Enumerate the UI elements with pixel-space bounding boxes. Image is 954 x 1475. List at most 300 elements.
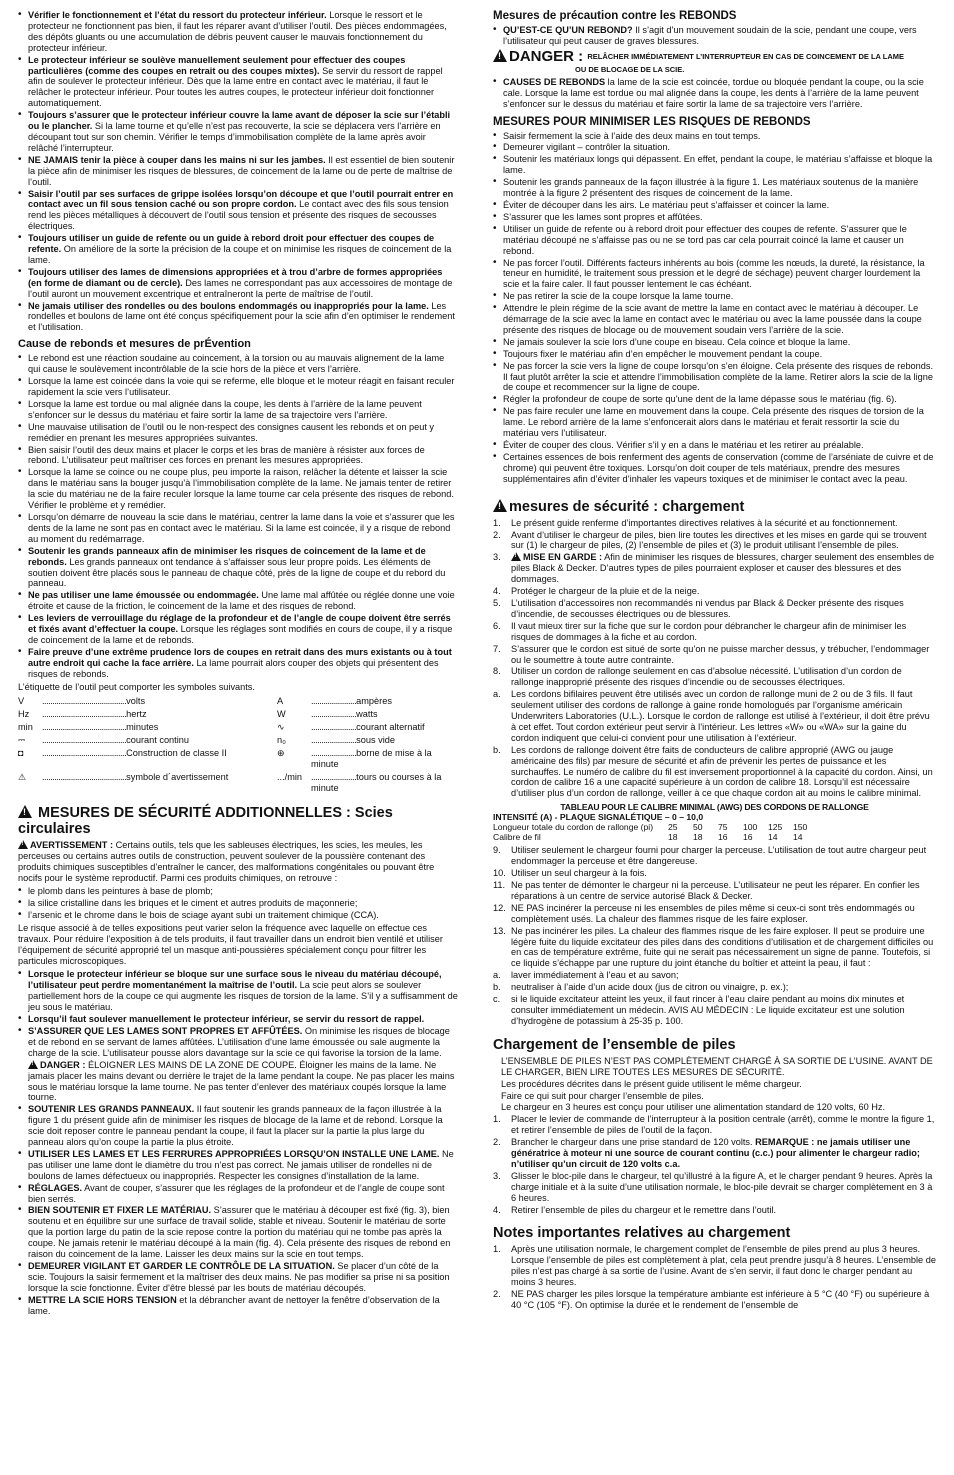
list-item (493, 200, 936, 211)
symbol-row (18, 734, 458, 747)
list-item (18, 1149, 458, 1182)
item-text: Protéger le chargeur de la pluie et de la neige. (511, 586, 700, 597)
symbol-right-desc (311, 708, 458, 721)
gauge-wire: 16 (718, 832, 728, 843)
item-text: Ne pas incinérer les piles. La chaleur des flammes risque de les faire exploser. Il peut se produire une légère fuite du liquide excitateur des piles dans des conditions d’utilisation et de chargement difficiles ou en cas de température extrême, fuite qui ne serait pas nécessairement un signe de panne. Toutefois, si ce liquide s’échappe par une rupture du joint étanche du boîtier et atteint la peau, il faut : (511, 925, 934, 969)
list-item-text: Saisir fermement la scie à l’aide des deux mains en tout temps. (503, 130, 761, 141)
list-item (18, 1205, 458, 1260)
symbol-right: W (277, 709, 286, 720)
battery-paragraph: L’ENSEMBLE DE PILES N’EST PAS COMPLÈTEMENT CHARGÉ À SA SORTIE DE L’USINE. AVANT DE LE CHARGER, BIEN LIRE TOUTES LES MESURES DE SÉCURITÉ. (501, 1055, 933, 1077)
gauge-length-cells (668, 822, 818, 832)
list-item (18, 1261, 458, 1294)
item-number: 3. (493, 1170, 501, 1181)
item-text: Glisser le bloc-pile dans le chargeur, tel qu’illustré à la figure A, et le charger pendant 9 heures. Après la charge initiale et à la suite d’une utilisation normale, le bloc-pile devrait se charger complètement en 3 à 6 heures. (511, 1170, 933, 1203)
list-item (18, 189, 458, 233)
item-number: 9. (493, 845, 501, 856)
warning-icon (18, 805, 32, 818)
gauge-length: 50 (693, 822, 703, 833)
item-text: Utiliser un seul chargeur à la fois. (511, 868, 647, 879)
list-item-text: et la débrancher avant de nettoyer la fenêtre d’observation de la lame. (28, 1294, 440, 1316)
list-item (18, 353, 458, 375)
list-item (18, 467, 458, 511)
item-text: NE PAS charger les piles lorsque la température ambiante est inférieure à 5 °C (40 °F) ou supérieure à 40 °C (105 °F). On optimise la durée et le rendement de l’ensemble de (511, 1289, 930, 1310)
list-item-text: Se servir du ressort de rappel afin de soulever le protecteur inférieur. Dès que la lame entre en contact avec le matériau, il faut le relâcher le protecteur inférieur. Pour toutes les autres coupes, le protecteur inférieur doit fonctionner automatiquement. (28, 65, 443, 109)
symbol-left-desc (42, 747, 277, 771)
list-item-text: Ne jamais soulever la scie lors d’une coupe en biseau. Cela coince et bloque la lame. (503, 336, 851, 347)
list-item-bold: Le protecteur inférieur se soulève manuellement seulement pour effectuer des coupes particulières (comme des coupes en retrait ou des coupes mixtes). (28, 54, 406, 76)
kickback-bullets (18, 353, 458, 679)
list-item (493, 142, 936, 153)
symbol-left-desc (42, 734, 277, 747)
list-item-text: On minimise les risques de blocage et de rebond en se servant de lames affûtées. L’utilisation d’une lame émoussée ou sale augmente la charge de la scie. L’utilisateur pousse alors davantage sur la scie ce qui favorise la torsion de la lame. (28, 1025, 450, 1058)
symbol-desc: borne de mise à la minute (311, 748, 432, 770)
list-item-text: Si la lame tourne et qu’elle n’est pas recouverte, la scie se déplacera vers l’arrière en découpant tout sur son chemin. Vérifier le temps d’immobilisation complète de la lame après avoir relâché l’interrupteur. (28, 121, 441, 153)
item-text: Il vaut mieux tirer sur la fiche que sur le cordon pour débrancher le chargeur afin de minimiser les risques de dommages à la fiche et au cordon. (511, 620, 907, 642)
symbol-left: ⎓ (18, 735, 26, 746)
list-item (18, 110, 458, 154)
item-number: 4. (493, 1204, 501, 1215)
charging-safety-heading: !mesures de sécurité : chargement (493, 499, 936, 515)
list-item-text: Ne pas retirer la scie de la coupe lorsque la lame tourne. (503, 291, 734, 302)
list-item-text: Éviter de couper des clous. Vérifier s’il y en a dans le matériau et les retirer au préalable. (503, 440, 864, 450)
symbol-right-desc (311, 695, 458, 708)
item-number: 2. (493, 529, 501, 540)
list-item (493, 1205, 936, 1216)
list-item (493, 586, 936, 597)
list-item-text: La scie peut alors se soulever partiellement hors de la coupe ce qui augmente les risques de torsion de la lame. S’il y a suffisamment de jeu sous le matériau. (28, 980, 458, 1013)
gauge-length: 100 (743, 822, 758, 833)
list-item-text: Utiliser un guide de refente ou à rebord droit pour effectuer des coupes de refente. S’assurer que le matériau découpé ne s’affaisse pas ou ne se tord pas car cela pourrait coincé la lame et causer un rebond. (503, 223, 907, 256)
list-item (493, 154, 936, 176)
list-item-text: La lame pourrait alors couper des objets qui présentent des risques de rebonds. (28, 657, 439, 679)
list-item-bold: UTILISER LES LAMES ET LES FERRURES APPROPRIÉES LORSQU’ON INSTALLE UNE LAME. (28, 1148, 440, 1159)
item-number: 7. (493, 643, 501, 654)
list-item-text: Se placer d’un côté de la scie. Toujours la saisir fermement et la maîtriser des deux mains. Ne pas modifier sa prise ni sa position lorsque la scie fonctionne. Éviter d’être blessé par les bouts de matériau découpés. (28, 1261, 450, 1293)
additional-bullets-b (18, 1104, 458, 1316)
list-item (493, 291, 936, 302)
list-item (18, 590, 458, 612)
symbol-left-desc (42, 695, 277, 708)
kickback-heading: Cause de rebonds et mesures de prÉvention (18, 338, 251, 351)
list-item (493, 224, 936, 257)
item-number: a. (493, 970, 501, 981)
list-item (493, 177, 936, 199)
list-item-text: Lorsque la lame est tordue ou mal alignée dans la coupe, les dents à l’arrière de la lame peuvent s’enfoncer sur le dessus du matériau et faire sortir la lame de sa trajectoire vers l’arrière. (28, 398, 422, 420)
list-item (18, 422, 458, 444)
list-item-text: Attendre le plein régime de la scie avant de mettre la lame en contact avec le matériau à découper. Le démarrage de la scie avec la lame en contact avec le matériau ou avec la lame poussée dans la coupe présente des risques de blocage ou de mouvement soudain vers l’arrière de la scie. (503, 303, 922, 335)
list-item (18, 546, 458, 590)
list-item (18, 267, 458, 300)
symbol-right: .../min (277, 772, 303, 783)
list-item-text: Il est essentiel de bien soutenir la pièce afin de minimiser les risques de blessures, de coincement de la lame ou de perte de maîtrise de l’outil. (28, 154, 455, 187)
symbols-table (18, 695, 458, 795)
gauge-length: 125 (768, 822, 783, 833)
list-item (18, 1104, 458, 1148)
gauge-wire: 18 (668, 832, 678, 843)
causes-list (493, 77, 936, 110)
list-item-text: Éviter de découper dans les airs. Le matériau peut s’affaisser et coincer la lame. (503, 199, 830, 210)
list-item-text: Certaines essences de bois renferment des agents de conservation (comme de l’arséniate de cuivre et de chrome) qui peuvent être toxiques. Lorsqu’on doit couper de tels matériaux, prendre des mesures supplémentaires afin d’éviter d’inhaler les vapeurs toxiques et de minimiser le contact avec la peau. (503, 451, 934, 484)
item-number: c. (493, 994, 501, 1005)
leader-dots: ......................................... (42, 772, 127, 783)
symbols-intro: L’étiquette de l’outil peut comporter les symboles suivants. (18, 681, 255, 692)
list-item-bold: DEMEURER VIGILANT ET GARDER LE CONTRÔLE DE LA SITUATION. (28, 1261, 335, 1271)
item-text: NE PAS incinérer la perceuse ni les ensembles de piles même si ceux-ci sont très endommagés ou complètement usés. La chaleur des flammes risque de les faire exploser. (511, 902, 915, 924)
gauge-wire: 14 (768, 832, 778, 843)
symbol-left: Hz (18, 709, 30, 720)
symbol-desc: symbole d´avertissement (126, 772, 229, 783)
list-item-text: l’arsenic et le chrome dans le bois de sciage ayant subi un traitement chimique (CCA). (28, 909, 379, 920)
symbol-right: ⊕ (277, 748, 285, 759)
list-item (493, 1171, 936, 1204)
symbol-right-desc (311, 747, 458, 771)
charging-safety-list-continued (493, 845, 936, 1027)
list-item-text: Lorsque la lame se coince ou ne coupe plus, peu importe la raison, relâcher la détente et laisser la scie dans le matériau sans la bouger jusqu’à l’immobilisation complète de la lame. Ne jamais tenter de retirer la scie du matériau ne de la faire reculer lorsque la lame tourne car cela présente des risques de rebond. Vérifier le problème et y remédier. (28, 467, 454, 511)
list-item-text: Les rondelles et boulons de lame ont été conçus spécifiquement pour la scie afin d’en optimiser le rendement et l’utilisation. (28, 300, 455, 333)
list-item-text: Le rebond est une réaction soudaine au coincement, à la torsion ou au mauvais alignement de la lame qui cause le soulèvement incontrôlable de la scie hors de la pièce et vers l’arrière. (28, 353, 445, 375)
item-text: Les cordons de rallonge doivent être faits de conducteurs de calibre approprié (AWG ou jauge américaine des fils) par mesure de sécurité et afin de prévenir les pertes de puissance et les surchauffes. Le numéro de calibre du fil est inversement proportionnel à la capacité du cordon. Ainsi, un cordon de calibre 16 a une capacité supérieure à un cordon de calibre 18. Lorsqu’il est nécessaire d’utiliser plus d’un cordon de rallonge, veiller à ce que chaque cordon ait au moins le calibre minimal. (511, 744, 933, 799)
item-bold: MISE EN GARDE : (523, 552, 603, 563)
leader-dots: ......................................... (42, 735, 127, 746)
symbol-right-desc (311, 721, 458, 734)
item-text: Afin de minimiser les risques de blessures, charger seulement des ensembles de piles Black & Decker. D’autres types de piles pourraient exploser et causer des blessures et des dommages. (511, 552, 935, 585)
gauge-length: 150 (793, 822, 808, 833)
list-item-bold: Saisir l’outil par ses surfaces de grippe isolées lorsqu’on découpe et que l’outil pourrait entrer en contact avec un fil sous tension caché ou son propre cordon. (28, 188, 454, 210)
item-text: S’assurer que le cordon est situé de sorte qu’on ne puisse marcher dessus, y trébucher, l’endommager ou le soumettre à toute autre contrainte. (511, 643, 930, 665)
list-item-text: Lorsque le ressort et le protecteur ne fonctionnent pas bien, il faut les réparer avant d’utiliser l’outil. Des pièces endommagées, des dépôts gluants ou une accumulation de débris peuvent causer le mauvais fonctionnement du protecteur inférieur. (28, 10, 447, 53)
symbol-left-desc (42, 708, 277, 721)
list-item (18, 399, 458, 421)
list-item (493, 598, 936, 620)
list-item (18, 969, 458, 1013)
item-number: 1. (493, 517, 501, 528)
list-item-text: Une mauvaise utilisation de l’outil ou le non-respect des consignes causent les rebonds et on peut y remédier en prenant les mesures appropriées suivantes. (28, 421, 435, 443)
list-item-text: Bien saisir l’outil des deux mains et placer le corps et les bras de manière à résister aux forces de rebond. L’utilisateur peut maîtriser ces forces en prenant les mesures appropriées. (28, 444, 425, 466)
item-number: 11. (493, 880, 506, 890)
symbol-desc: courant alternatif (356, 722, 425, 733)
symbol-desc: Construction de classe II (126, 748, 227, 759)
list-item (18, 886, 458, 897)
leader-dots: ...................... (311, 748, 357, 759)
list-item: • QU’EST-CE QU’UN REBOND? Il s’agit d’un mouvement soudain de la scie, pendant une coupe, vers l’utilisateur qui peut causer de graves blessures. (493, 25, 936, 47)
left-column (18, 10, 458, 1318)
item-text: Le présent guide renferme d’importantes directives relatives à la sécurité et au fonctionnement. (511, 517, 898, 528)
leader-dots: ......................................... (42, 709, 127, 720)
list-item-bold: Ne jamais utiliser des rondelles ou des boulons endommagés ou inappropriés pour la lame. (28, 300, 429, 311)
list-item (493, 982, 936, 993)
symbol-desc: courant continu (126, 735, 189, 746)
symbol-desc: ampères (356, 696, 392, 707)
battery-intro (493, 1056, 936, 1114)
symbol-desc: volts (126, 696, 146, 707)
list-item (493, 303, 936, 336)
list-item-text: Une lame mal affûtée ou réglée donne une voie étroite et cause de la friction, le coincement de la lame et des risques de rebond. (28, 590, 455, 612)
symbol-desc: minutes (126, 722, 159, 733)
item-number: 1. (493, 1114, 501, 1125)
symbol-left-desc (42, 721, 277, 734)
symbol-left: ⚠ (18, 772, 27, 783)
list-item-text: Demeurer vigilant – contrôler la situation. (503, 142, 670, 153)
list-item (493, 994, 936, 1027)
list-item (18, 301, 458, 334)
list-item (493, 689, 936, 744)
item-number: 2. (493, 1137, 501, 1148)
list-item (493, 745, 936, 800)
list-item (18, 647, 458, 680)
item-text: Avant d’utiliser le chargeur de piles, bien lire toutes les directives et les mises en garde qui se trouvent sur (1) le chargeur de piles, (2) l’ensemble de piles et (3) le produit utilisant l’ensemble de piles. (511, 529, 927, 551)
list-item (493, 258, 936, 291)
minimize-heading: MESURES POUR MINIMISER LES RISQUES DE REBONDS (493, 115, 811, 128)
danger-notice: !DANGER : RELÂCHER IMMÉDIATEMENT L’INTERRUPTEUR EN CAS DE COINCEMENT DE LA LAME (493, 49, 936, 65)
item-number: 8. (493, 666, 501, 677)
additional-bullets-a (18, 969, 458, 1058)
list-item (493, 131, 936, 142)
list-item-bold: RÉGLAGES. (28, 1182, 83, 1193)
leader-dots: ......................................... (42, 722, 127, 733)
gauge-wire: 16 (743, 832, 753, 843)
leader-dots: ...................... (311, 772, 357, 783)
list-item-text: Ne pas forcer l’outil. Différents facteurs inhérents au bois (comme les nœuds, la dureté, la résistance, la teneur en humidité, le traitement sous pression et le degré de séchage) peuvent charger lourdement la scie et la faire caler. Il faut pousser lentement le cas échéant. (503, 257, 925, 290)
item-text: Utiliser seulement le chargeur fourni pour charger la perceuse. L’utilisation de tout autre chargeur peut endommager la perceuse et être dangereuse. (511, 845, 927, 867)
list-item (493, 903, 936, 925)
list-item (493, 518, 936, 529)
gauge-wire-cells (668, 832, 818, 842)
list-item (493, 970, 936, 981)
item-number: b. (493, 744, 501, 755)
symbol-row (18, 708, 458, 721)
list-item (493, 926, 936, 970)
symbol-left-desc (42, 771, 277, 795)
symbol-row (18, 695, 458, 708)
list-item (18, 898, 458, 909)
list-item (493, 845, 936, 867)
item-number: 13. (493, 925, 506, 936)
leader-dots: ...................... (311, 735, 357, 746)
item-number: b. (493, 982, 501, 993)
list-item-bold: Lorsqu’il faut soulever manuellement le protecteur inférieur, se servir du ressort de rappel. (28, 1014, 425, 1025)
chemicals-list (18, 886, 458, 921)
list-item (18, 1014, 458, 1025)
charging-safety-list (493, 518, 936, 800)
item-text: neutraliser à l’aide d’un acide doux (jus de citron ou vinaigre, p. ex.); (511, 982, 789, 993)
list-item-bold: Toujours utiliser un guide de refente ou un guide à rebord droit pour effectuer des coupes de refente. (28, 233, 435, 255)
symbol-left: min (18, 722, 33, 733)
leader-dots: ...................... (311, 696, 357, 707)
item-text: Ne pas tenter de démonter le chargeur ni la perceuse. L’utilisateur ne peut les réparer. En confier les réparations à un centre de service autorisé Black & Decker. (511, 880, 920, 901)
list-item (493, 440, 936, 451)
item-text: si le liquide excitateur atteint les yeux, il faut rincer à l’eau claire pendant au moins dix minutes et consulter immédiatement un médecin. AVIS AU MÉDECIN : Le liquide excitateur est une solution d’hydrogène de potassium à 25-35 p. 100. (511, 994, 905, 1026)
gauge-header: TABLEAU POUR LE CALIBRE MINIMAL (AWG) DES CORDONS DE RALLONGE (560, 802, 869, 813)
symbol-left: ◘ (18, 748, 24, 759)
danger-notice-line2: OU DE BLOCAGE DE LA SCIE. (575, 64, 685, 74)
list-item-text: Toujours fixer le matériau afin d’en empêcher le mouvement pendant la coupe. (503, 348, 823, 359)
list-item (18, 512, 458, 545)
warning-paragraph: !AVERTISSEMENT : Certains outils, tels que les sableuses électriques, les scies, les meules, les perceuses ou certains autres outils de construction, peuvent soulever de la poussière contenant des produits chimiques susceptibles d’entraîner le cancer, des malformations congénitales ou pouvant être nocifs pour le système reproductif. Parmi ces produits chimiques, on retrouve : (18, 840, 458, 884)
item-number: 4. (493, 586, 501, 597)
warning-icon (493, 499, 507, 512)
item-text: Retirer l’ensemble de piles du chargeur et le remettre dans l’outil. (511, 1204, 777, 1215)
list-item-text: Des lames ne correspondant pas aux accessoires de montage de l’outil auront un mouvement excentrique et entraîneront la perte de maîtrise de l’outil. (28, 277, 453, 299)
battery-charging-steps (493, 1114, 936, 1215)
battery-paragraph: Faire ce qui suit pour charger l’ensemble de piles. (501, 1090, 704, 1101)
symbol-right: A (277, 696, 284, 707)
symbol-row (18, 747, 458, 771)
list-item-text: On améliore de la sorte la précision de la coupe et on minimise les risques de coincement de la lame. (28, 244, 452, 265)
list-item-bold: Les leviers de verrouillage du réglage de la profondeur et de l’angle de coupe doivent être serrés et fixés avant d’effectuer la coupe. (28, 613, 451, 635)
gauge-length-row: Longueur totale du cordon de rallonge (pi) 25 50 75 100 125 150 (493, 822, 936, 832)
list-item (18, 1026, 458, 1059)
list-item-text: Ne pas faire reculer une lame en mouvement dans la coupe. Cela présente des risques de torsion de la lame. Le rebord arrière de la lame s’enfoncerait alors dans le matériau et ferait ressortir la scie du matériau vers l’utilisateur. (503, 406, 924, 439)
list-item-bold: NE JAMAIS tenir la pièce à couper dans les mains ni sur les jambes. (28, 154, 326, 165)
list-item (493, 1289, 936, 1311)
symbol-right-desc (311, 771, 458, 795)
list-item-bold: Toujours s’assurer que le protecteur inférieur couvre la lame avant de déposer la scie sur l’établi ou le plancher. (28, 110, 451, 132)
item-number: 12. (493, 902, 506, 913)
item-number: 3. (493, 552, 501, 563)
list-item (493, 361, 936, 394)
list-item-text: Lorsque les réglages sont modifiés en cours de coupe, il y a risque de coincement de la lame et de rebonds. (28, 624, 453, 645)
symbol-row (18, 771, 458, 795)
list-item (18, 1295, 458, 1317)
list-item (493, 1137, 936, 1170)
list-item-text: Soutenir les matériaux longs qui dépassent. En effet, pendant la coupe, le matériau s’affaisse et bloque la lame. (503, 154, 933, 176)
gauge-wire-row: Calibre de fil 18 18 16 16 14 14 (493, 832, 936, 842)
leader-dots: ......................................... (42, 696, 127, 707)
list-item-text: Les grands panneaux ont tendance à s’affaisser sous leur propre poids. Les éléments de soutien doivent être placés sous le panneau de chaque côté, près de la ligne de coupe et du rebord du panneau. (28, 556, 446, 589)
list-item (18, 376, 458, 398)
list-item (493, 621, 936, 643)
gauge-subheader: INTENSITÉ (A) - PLAQUE SIGNALÉTIQUE – 0 – 10,0 (493, 812, 704, 823)
item-number: 10. (493, 868, 506, 879)
list-item-bold: Toujours utiliser des lames de dimensions appropriées et à trou d’arbre de formes appropriées (en forme de diamant ou de cercle). (28, 266, 443, 288)
gauge-wire: 14 (793, 832, 803, 843)
list-item-bold: Lorsque le protecteur inférieur se bloque sur une surface sous le niveau du matériau découpé, l’utilisateur peut perdre momentanément la maîtrise de l’outil. (28, 969, 442, 991)
leader-dots: ......................................... (42, 748, 127, 759)
battery-charging-heading: Chargement de l’ensemble de piles (493, 1036, 736, 1053)
list-item-text: Soutenir les grands panneaux de la façon illustrée à la figure 1. Les matériaux soutenus de la manière montrée à la figure 2 présentent des risques de coincement de la lame. (503, 177, 919, 199)
list-item (493, 530, 936, 552)
item-number: 6. (493, 620, 501, 631)
symbol-desc: hertz (126, 709, 147, 720)
list-item (18, 155, 458, 188)
item-text: L’utilisation d’accessoires non recommandés ni vendus par Black & Decker présente des risques d’incendie, de secousses électriques ou de blessures. (511, 597, 904, 619)
list-item-text: Avant de couper, s’assurer que les réglages de la profondeur et de l’angle de coupe sont bien serrés. (28, 1182, 445, 1204)
battery-paragraph: Le chargeur en 3 heures est conçu pour utiliser une alimentation standard de 120 volts, 60 Hz. (501, 1102, 886, 1113)
list-item (493, 552, 936, 585)
list-item-bold: BIEN SOUTENIR ET FIXER LE MATÉRIAU. (28, 1205, 212, 1216)
list-item (18, 445, 458, 467)
warning-icon (28, 1060, 38, 1069)
list-item-text: Ne pas utiliser une lame dont le diamètre du trou n’est pas correct. Ne jamais utiliser de rondelles ni de boulons de lames défectueux ou inappropriés. Respecter les consignes d’installation de la lame. (28, 1148, 454, 1181)
item-text: Placer le levier de commande de l’interrupteur à la position centrale (arrêt), comme le montre la figure 1, et retirer l’ensemble de piles de l’outil de la façon. (511, 1114, 935, 1136)
list-item-text: le plomb dans les peintures à base de plomb; (28, 886, 213, 897)
rebound-heading: Mesures de précaution contre les REBONDS (493, 10, 737, 22)
list-item: • CAUSES DE REBONDS la lame de la scie est coincée, tordue ou bloquée pendant la coupe, ou la scie cale. Lorsque la lame est tordue ou mal alignée dans la coupe, les dents à l’arrière de la lame peuvent s’enfoncer sur le dessus du matériau et faire sortir la lame de sa trajectoire vers l’arrière. (493, 77, 936, 110)
list-item-bold: S’ASSURER QUE LES LAMES SONT PROPRES ET AFFÛTÉES. (28, 1025, 303, 1036)
list-item (18, 1183, 458, 1205)
item-text: Les cordons bifilaires peuvent être utilisés avec un cordon de rallonge muni de 2 ou de 3 fils. Il faut seulement utiliser des cordons de rallonge à gaine ronde homologués par l’organisme américain Underwriters Laboratories (U.L.). Lorsque le cordon de rallonge est utilisé à l’extérieur, il doit être prévu à cet effet. Tout cordon extérieur peut servir à l’intérieur. Les lettres «W» ou «WA» sur la gaine du cordon indiquent que celui-ci convient pour une utilisation à l’extérieur. (511, 689, 930, 743)
warning-icon (18, 840, 28, 849)
list-item-text: S’assurer que le matériau à découper est fixé (fig. 3), bien soutenu et en équilibre sur une surface de travail solide, stable et niveau. Soutenir le matériau de sorte que la portion large du patin de la scie repose contre la portion du matériau qui ne tombe pas après la coupe. Ne jamais retenir le matériau découpé à la main (fig. 4). Cela présente des risques de rebond en raison du coincement de la lame. Laisser les deux mains sur la scie en tout temps. (28, 1205, 451, 1260)
list-item-bold: METTRE LA SCIE HORS TENSION (28, 1294, 177, 1305)
list-item (18, 233, 458, 266)
cord-gauge-table (493, 802, 936, 842)
item-number: 5. (493, 597, 501, 608)
item-number: 1. (493, 1244, 501, 1255)
warning-icon (511, 552, 521, 561)
lower-guard-bullets (18, 10, 458, 333)
list-item (493, 394, 936, 405)
list-item-bold: SOUTENIR LES GRANDS PANNEAUX. (28, 1104, 195, 1115)
list-item-text: la silice cristalline dans les briques et le ciment et autres produits de maçonnerie; (28, 898, 358, 908)
rebound-list (493, 25, 936, 47)
risk-paragraph: Le risque associé à de telles expositions peut varier selon la fréquence avec laquelle on effectue ces travaux. Pour réduire l’exposition à de tels produits, il faut travailler dans un endroit bien ventilé et utiliser l’équipement de sécurité approprié tel un masque anti-poussières spécialement conçu pour filtrer les particules microscopiques. (18, 922, 443, 966)
item-bold: REMARQUE : ne jamais utiliser une génératrice à moteur ni une source de courant continu (c.c.) pour alimenter le chargeur radio; n’utiliser qu’un circuit de 120 volts c.a. (511, 1137, 920, 1169)
list-item-bold: Faire preuve d’une extrême prudence lors de coupes en retrait dans des murs existants ou à tout autre endroit qui cache la face arrière. (28, 646, 452, 668)
item-text: laver immédiatement à l’eau et au savon; (511, 970, 679, 981)
list-item-text: Le contact avec des fils sous tension rend les pièces métalliques à découvert de l’outil sous tension et présente des risques de secousses électriques. (28, 199, 449, 232)
list-item-text: Ne pas forcer la scie vers la ligne de coupe lorsqu’on s’en éloigne. Cela présente des risques de rebonds. Il faut plutôt arrêter la scie et attendre l’immobilisation complète de la lame. Retirer alors la scie de la ligne de coupe et recommencer sur la ligne de coupe. (503, 360, 934, 393)
warning-icon (493, 49, 507, 62)
leader-dots: ...................... (311, 722, 357, 733)
list-item (493, 868, 936, 879)
symbol-desc: sous vide (356, 735, 395, 746)
list-item (493, 349, 936, 360)
symbol-desc: tours ou courses à la minute (311, 772, 442, 794)
danger-paragraph: !DANGER : ÉLOIGNER LES MAINS DE LA ZONE DE COUPE. Éloigner les mains de la lame. Ne jamais placer les mains devant ou derrière le trajet de la lame pendant la coupe. Ne pas placer les mains sous le matériau lorsque la lame tourne. Ne pas tenter d’enlever des matériaux coupés lorsque la lame tourne. (18, 1060, 458, 1104)
right-column (493, 10, 936, 1312)
leader-dots: ...................... (311, 709, 357, 720)
additional-safety-heading: ! MESURES DE SÉCURITÉ ADDITIONNELLES : Scies circulaires (18, 805, 458, 837)
list-item (493, 644, 936, 666)
symbol-left: V (18, 696, 25, 707)
list-item-text: Lorsque la lame est coincée dans la voie qui se referme, elle bloque et le moteur réagit en faisant reculer rapidement la scie vers l’utilisateur. (28, 376, 455, 397)
list-item-bold: Vérifier le fonctionnement et l’état du ressort du protecteur inférieur. (28, 10, 327, 20)
list-item (493, 452, 936, 485)
charging-notes-list (493, 1244, 936, 1310)
battery-paragraph: Les procédures décrites dans le présent guide utilisent le même chargeur. (501, 1078, 802, 1089)
item-number: 2. (493, 1289, 501, 1300)
list-item (493, 666, 936, 688)
gauge-length: 25 (668, 822, 678, 833)
list-item (18, 910, 458, 921)
list-item (493, 212, 936, 223)
list-item-bold: Ne pas utiliser une lame émoussée ou endommagée. (28, 590, 259, 601)
gauge-length: 75 (718, 822, 728, 833)
item-text: Après une utilisation normale, le chargement complet de l’ensemble de piles prend au plus 3 heures. Lorsque l’ensemble de piles est complètement à plat, cela peut prendre jusqu’à 8 heures. L’ensemble de piles n’est pas chargé à sa sortie de l’usine. Avant de s’en servir, il faut donc le charger pendant au moins 3 heures. (511, 1244, 936, 1288)
symbol-right: n₀ (277, 735, 286, 746)
list-item (493, 880, 936, 902)
item-number: a. (493, 689, 501, 700)
list-item-text: S’assurer que les lames sont propres et affûtées. (503, 211, 703, 222)
list-item (18, 613, 458, 646)
list-item (493, 1244, 936, 1288)
list-item-text: Il faut soutenir les grands panneaux de la façon illustrée à la figure 1 du présent guide afin de minimiser les risques de blocage de la lame et de rebond. Lorsque la scie doit reposer contre le panneau pendant la coupe, il faut la placer sur la partie la plus large du panneau alors qu’on coupe la partie la plus étroite. (28, 1104, 443, 1148)
minimize-bullets (493, 131, 936, 485)
list-item-text: Régler la profondeur de coupe de sorte qu’une dent de la lame dépasse sous le matériau (fig. 6). (503, 394, 897, 405)
list-item (18, 55, 458, 110)
list-item (493, 1114, 936, 1136)
gauge-wire: 18 (693, 832, 703, 843)
item-text: Brancher le chargeur dans une prise standard de 120 volts. (511, 1137, 756, 1148)
list-item (493, 406, 936, 439)
item-text: Utiliser un cordon de rallonge seulement en cas d’absolue nécessité. L’utilisation d’un cordon de rallonge inapproprié présente des risques d’incendie ou de secousses électriques. (511, 666, 902, 688)
list-item-bold: Soutenir les grands panneaux afin de minimiser les risques de coincement de la lame et de rebonds. (28, 545, 426, 567)
symbol-row (18, 721, 458, 734)
symbol-right-desc (311, 734, 458, 747)
list-item-text: Lorsqu’on démarre de nouveau la scie dans le matériau, centrer la lame dans la voie et s’assurer que les dents de la lame ne sont pas en contact avec le matériau. Si la lame est coincée, il y a risque de rebond au moment du redémarrage. (28, 511, 455, 544)
charging-notes-heading: Notes importantes relatives au chargement (493, 1225, 791, 1242)
